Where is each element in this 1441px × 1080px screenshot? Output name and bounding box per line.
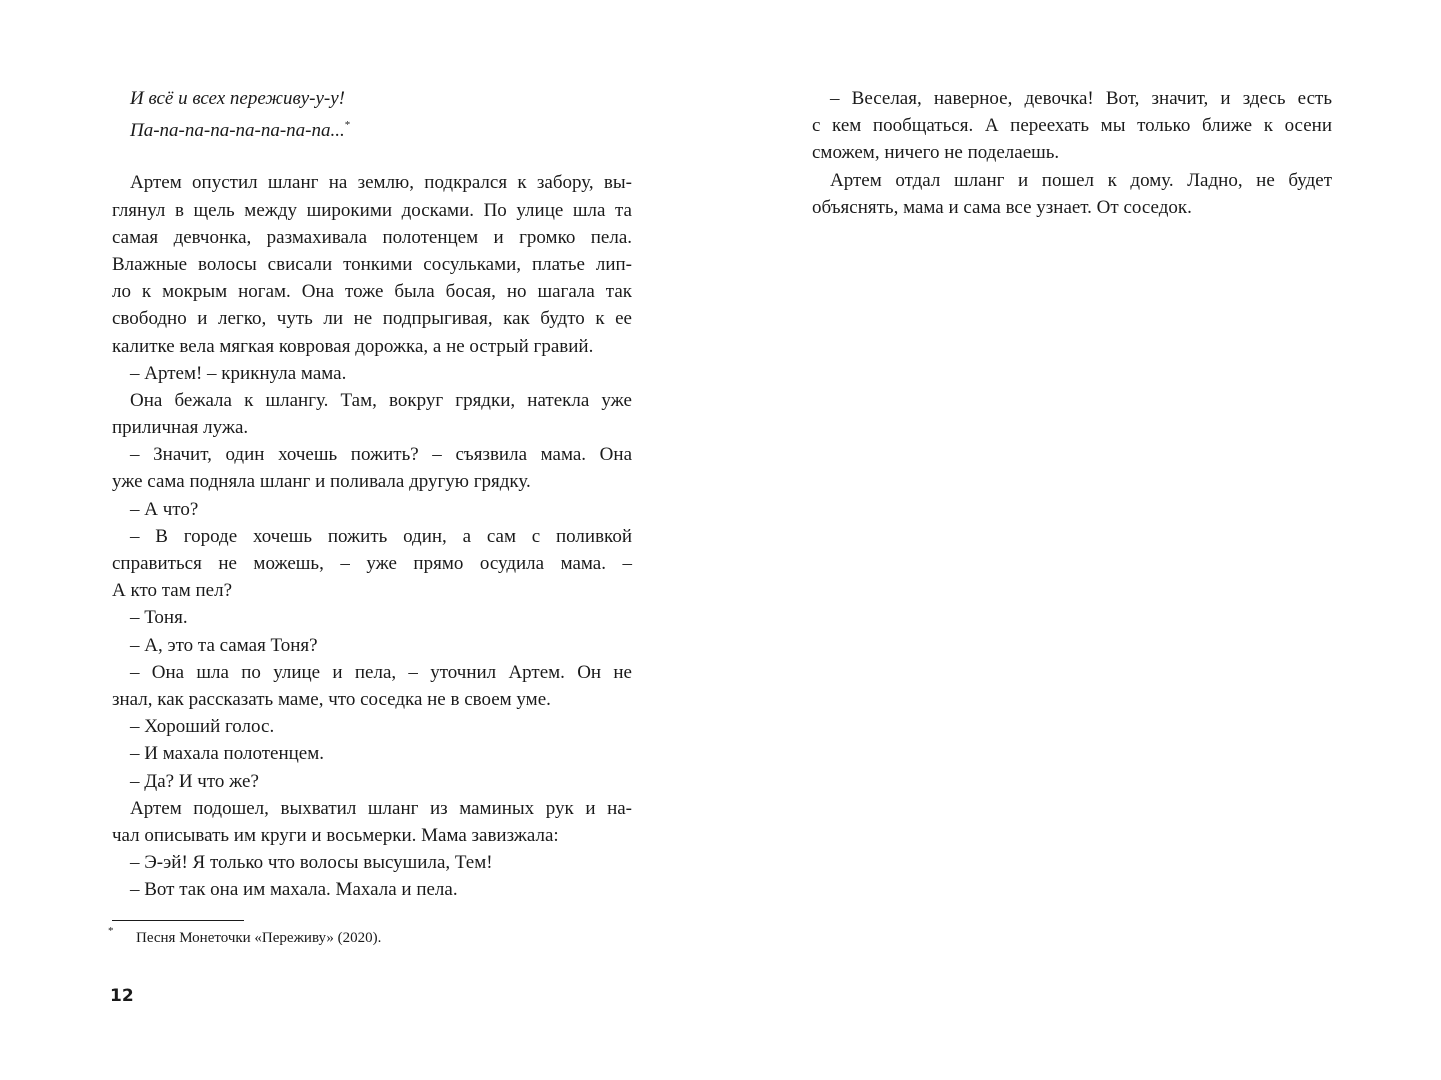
paragraph [112, 169, 632, 359]
paragraph [112, 604, 632, 631]
text-line: – Э-эй! Я только что волосы высушила, Тем! [130, 852, 493, 874]
paragraph [112, 740, 632, 767]
epigraph-spacer [112, 139, 632, 169]
text-line: Артем подошел, выхватил шланг из маминых рук и на- [130, 797, 632, 819]
paragraph [112, 876, 632, 903]
footnote-divider [112, 920, 244, 921]
page-number: 12 [110, 986, 134, 1006]
text-line: свободно и легко, чуть ли не подпрыгивая, как будто к ее [112, 308, 632, 330]
text-line: – Артем! – крикнула мама. [130, 362, 347, 384]
text-line: ло к мокрым ногам. Она тоже была босая, но шагала так [112, 281, 632, 303]
paragraph [112, 632, 632, 659]
paragraph [112, 849, 632, 876]
text-line: – Тоня. [130, 607, 188, 629]
paragraph [112, 768, 632, 795]
text-line: Артем опустил шланг на землю, подкрался к забору, вы- [130, 172, 632, 194]
paragraph [112, 496, 632, 523]
epigraph-line-text: Па-па-па-па-па-па-па-па... [130, 120, 345, 142]
paragraph [112, 659, 632, 713]
text-line: калитке вела мягкая ковровая дорожка, а не острый гравий. [112, 335, 594, 357]
paragraph [112, 795, 632, 849]
epigraph-line-with-mark [112, 112, 632, 142]
right-page [720, 0, 1441, 1080]
text-line: – А что? [130, 498, 199, 520]
footnote-mark: * [108, 925, 114, 937]
text-line: – Она шла по улице и пела, – уточнил Артем. Он не [130, 661, 632, 683]
left-page [0, 0, 720, 1080]
text-line: глянул в щель между широкими досками. По улице шла та [112, 199, 632, 221]
left-text-column [112, 85, 632, 903]
text-line: самая девчонка, размахивала полотенцем и громко пела. [112, 226, 632, 248]
text-line: чал описывать им круги и восьмерки. Мама завизжала: [112, 824, 559, 846]
text-line: – Значит, один хочешь пожить? – съязвила мама. Она [130, 444, 632, 466]
right-text-column [812, 85, 1332, 221]
footnote-text: Песня Монеточки «Переживу» (2020). [136, 930, 382, 946]
text-line: – Да? И что же? [130, 770, 259, 792]
left-body-text [112, 169, 632, 903]
text-line: уже сама подняла шланг и поливала другую грядку. [112, 471, 531, 493]
paragraph [112, 523, 632, 605]
paragraph [112, 441, 632, 495]
text-line: – И махала полотенцем. [130, 743, 324, 765]
text-line: знал, как рассказать маме, что соседка не в своем уме. [112, 688, 551, 710]
paragraph [112, 387, 632, 441]
paragraph [112, 713, 632, 740]
epigraph-line: И всё и всех переживу-у-у! [130, 88, 345, 109]
text-line: – Хороший голос. [130, 716, 275, 738]
song-epigraph [112, 85, 632, 142]
paragraph [812, 85, 1332, 167]
text-line: справиться не можешь, – уже прямо осудила мама. – [112, 553, 632, 574]
paragraph [112, 360, 632, 387]
text-line: – В городе хочешь пожить один, а сам с поливкой [130, 525, 632, 547]
text-line: А кто там пел? [112, 580, 233, 602]
footnote [108, 924, 668, 949]
text-line: объяснять, мама и сама все узнает. От соседок. [812, 196, 1192, 218]
text-line: с кем пообщаться. А переехать мы только ближе к осени [812, 115, 1332, 137]
paragraph [812, 167, 1332, 221]
right-body-text [812, 85, 1332, 221]
text-line: Она бежала к шлангу. Там, вокруг грядки, натекла уже [130, 389, 632, 411]
text-line: сможем, ничего не поделаешь. [812, 142, 1060, 164]
text-line: – Вот так она им махала. Махала и пела. [130, 879, 458, 901]
text-line: – Веселая, наверное, девочка! Вот, значит, и здесь есть [830, 88, 1332, 109]
text-line: приличная лужа. [112, 417, 249, 439]
text-line: Влажные волосы свисали тонкими сосульками, платье лип- [112, 253, 632, 275]
footnote-reference-mark: * [344, 119, 351, 132]
text-line: – А, это та самая Тоня? [130, 634, 318, 656]
text-line: Артем отдал шланг и пошел к дому. Ладно, не будет [830, 169, 1332, 191]
